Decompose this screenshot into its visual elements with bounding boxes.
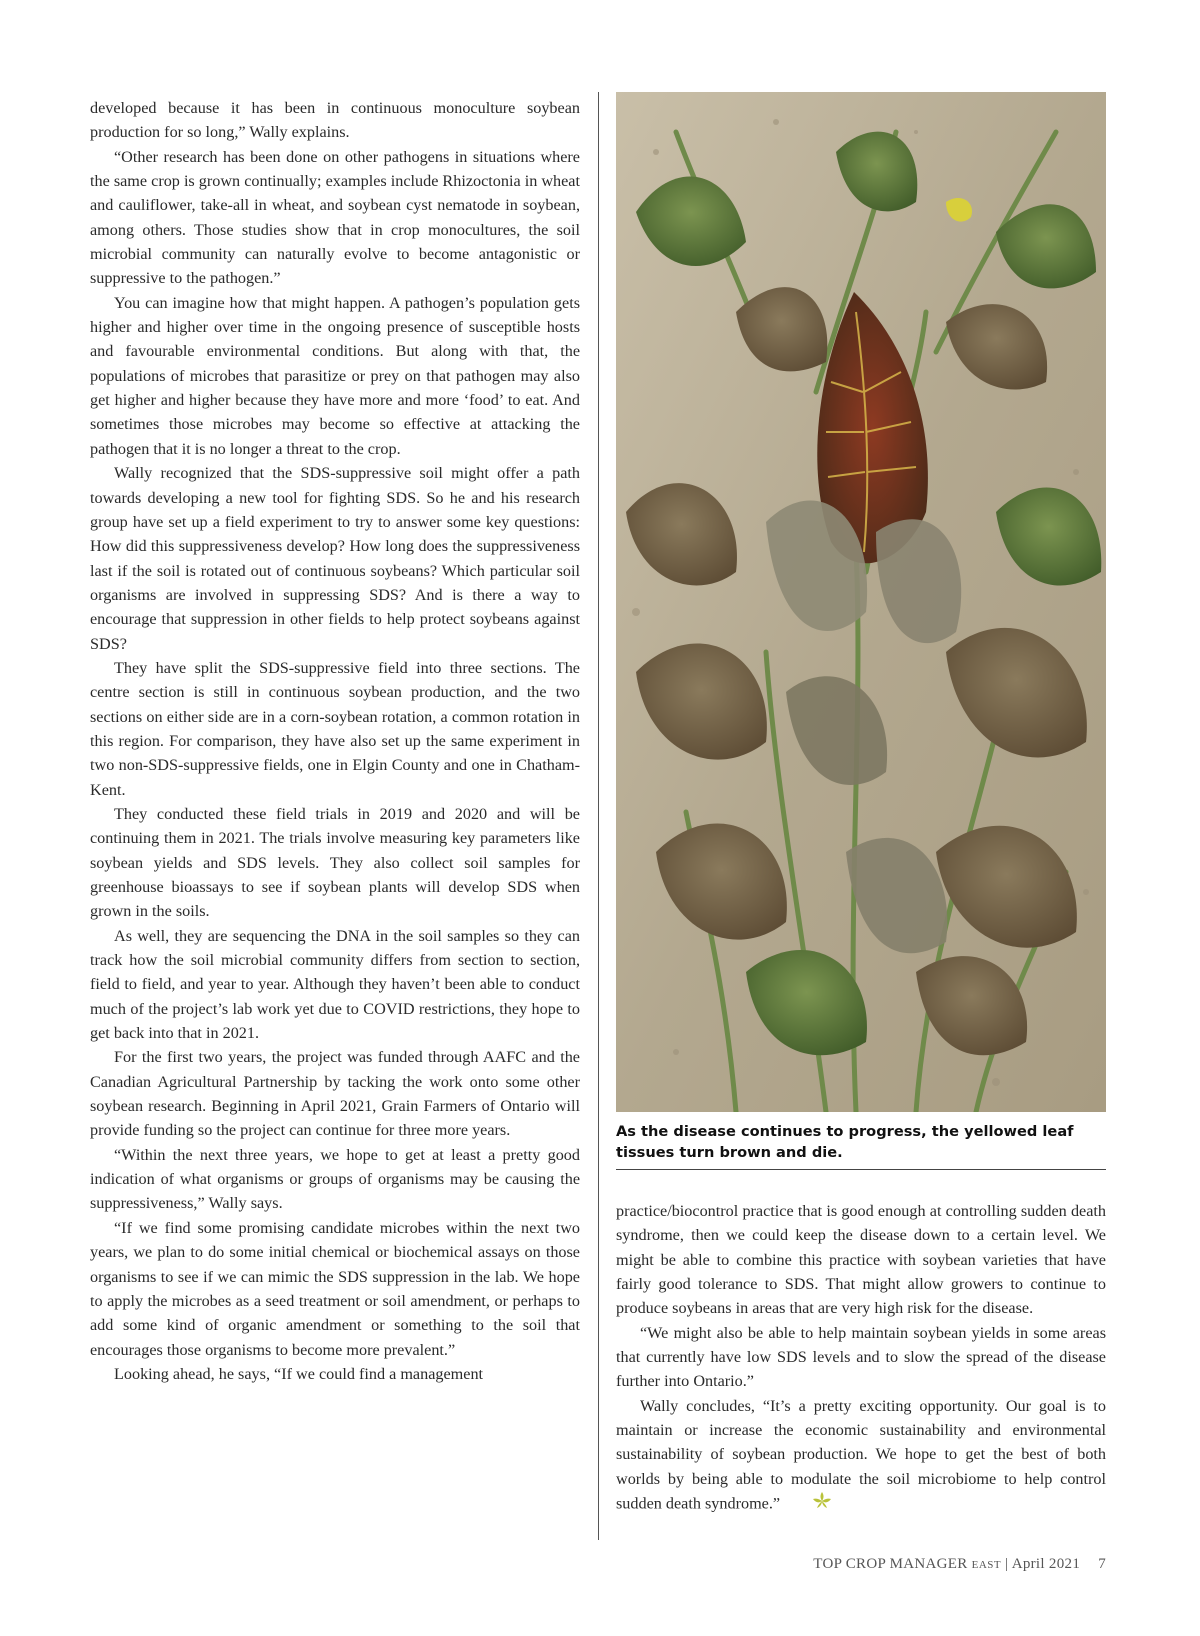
paragraph: They conducted these field trials in 2019 and 2020 and will be continuing them in 2021. The trials involve measuring key parameters like soybean yields and SDS levels. They also collect soil samples for greenhouse bioassays to see if soybean plants will develop SDS when grown in the soils. [90,804,580,921]
publication-name: TOP CROP MANAGER [813,1556,968,1572]
paragraph: practice/biocontrol practice that is good enough at controlling sudden death syndrome, then we could keep the disease down to a certain level. We might be able to combine this practice with soybean varieties that have fairly good tolerance to SDS. That might allow growers to continue to produce soybeans in areas that are very high risk for the disease. [616,1202,1106,1318]
edition-label: EAST [971,1559,1002,1571]
left-column [90,96,580,1386]
issue-date: April 2021 [1011,1556,1081,1572]
paragraph [616,1394,1106,1519]
paragraph: “If we find some promising candidate microbes within the next two years, we plan to do some initial chemical or biochemical assays on those organisms to see if we can mimic the SDS suppression in the lab. We hope to apply the microbes as a seed treatment or soil amendment, or perhaps to add some kind of organic amendment or something to the soil that encourages those organisms to become more prevalent.” [90,1218,580,1359]
right-column [616,1199,1106,1518]
paragraph-text: Wally concludes, “It’s a pretty exciting opportunity. Our goal is to maintain or increase the economic sustainability and environmental sustainability of soybean production. We hope to get the best of both worlds by being able to modulate the soil microbiome to help control sudden death syndrome.” [616,1396,1106,1513]
paragraph: You can imagine how that might happen. A pathogen’s population gets higher and higher over time in the ongoing presence of susceptible hosts and favourable environmental conditions. But along with that, the populations of microbes that parasitize or prey on that pathogen may also get higher and higher because they have more and more ‘food’ to eat. And sometimes those microbes may become so effective at attacking the pathogen that it is no longer a threat to the crop. [90,293,580,458]
paragraph: developed because it has been in continuous monoculture soybean production for so long,” Wally explains. [90,99,580,142]
paragraph: As well, they are sequencing the DNA in the soil samples so they can track how the soil microbial community differs from section to section, field to field, and year to year. Although they haven’t been able to conduct much of the project’s lab work yet due to COVID restrictions, they hope to get back into that in 2021. [90,926,580,1043]
paragraph: Looking ahead, he says, “If we could find a management [114,1364,484,1383]
leaf-end-mark-icon [788,1491,832,1518]
soybean-leaves-photo [616,92,1106,1112]
paragraph: They have split the SDS-suppressive field into three sections. The centre section is still in continuous soybean production, and the two sections on either side are in a corn-soybean rotation, a common rotation in this region. For comparison, they have also set up the same experiment in two non-SDS-suppressive fields, one in Elgin County and one in Chatham-Kent. [90,658,580,799]
paragraph: “Other research has been done on other pathogens in situations where the same crop is grown continually; examples include Rhizoctonia in wheat and cauliflower, take-all in wheat, and soybean cyst nematode in soybean, among others. Those studies show that in crop monocultures, the soil microbial community can naturally evolve to become antagonistic or suppressive to the pathogen.” [90,147,580,288]
paragraph: “We might also be able to help maintain soybean yields in some areas that currently have low SDS levels and to slow the spread of the disease further into Ontario.” [616,1323,1106,1391]
page-number: 7 [1098,1556,1106,1572]
photo-caption: As the disease continues to progress, the yellowed leaf tissues turn brown and die. [616,1121,1106,1170]
column-divider [598,92,599,1540]
paragraph: “Within the next three years, we hope to get at least a pretty good indication of what organisms or groups of organisms may be causing the suppressiveness,” Wally says. [90,1145,580,1213]
paragraph: Wally recognized that the SDS-suppressive soil might offer a path towards developing a new tool for fighting SDS. So he and his research group have set up a field experiment to try to answer some key questions: How did this suppressiveness develop? How long does the suppressiveness last if the soil is rotated out of continuous soybeans? Which particular soil organisms are involved in suppressing SDS? And is there a way to encourage that suppression in other fields to help protect soybeans against SDS? [90,464,580,653]
paragraph: For the first two years, the project was funded through AAFC and the Canadian Agricultural Partnership by tacking the work onto some other soybean research. Beginning in April 2021, Grain Farmers of Ontario will provide funding so the project can continue for three more years. [90,1048,580,1140]
footer-separator: | [1005,1556,1009,1572]
page-footer [813,1556,1106,1573]
